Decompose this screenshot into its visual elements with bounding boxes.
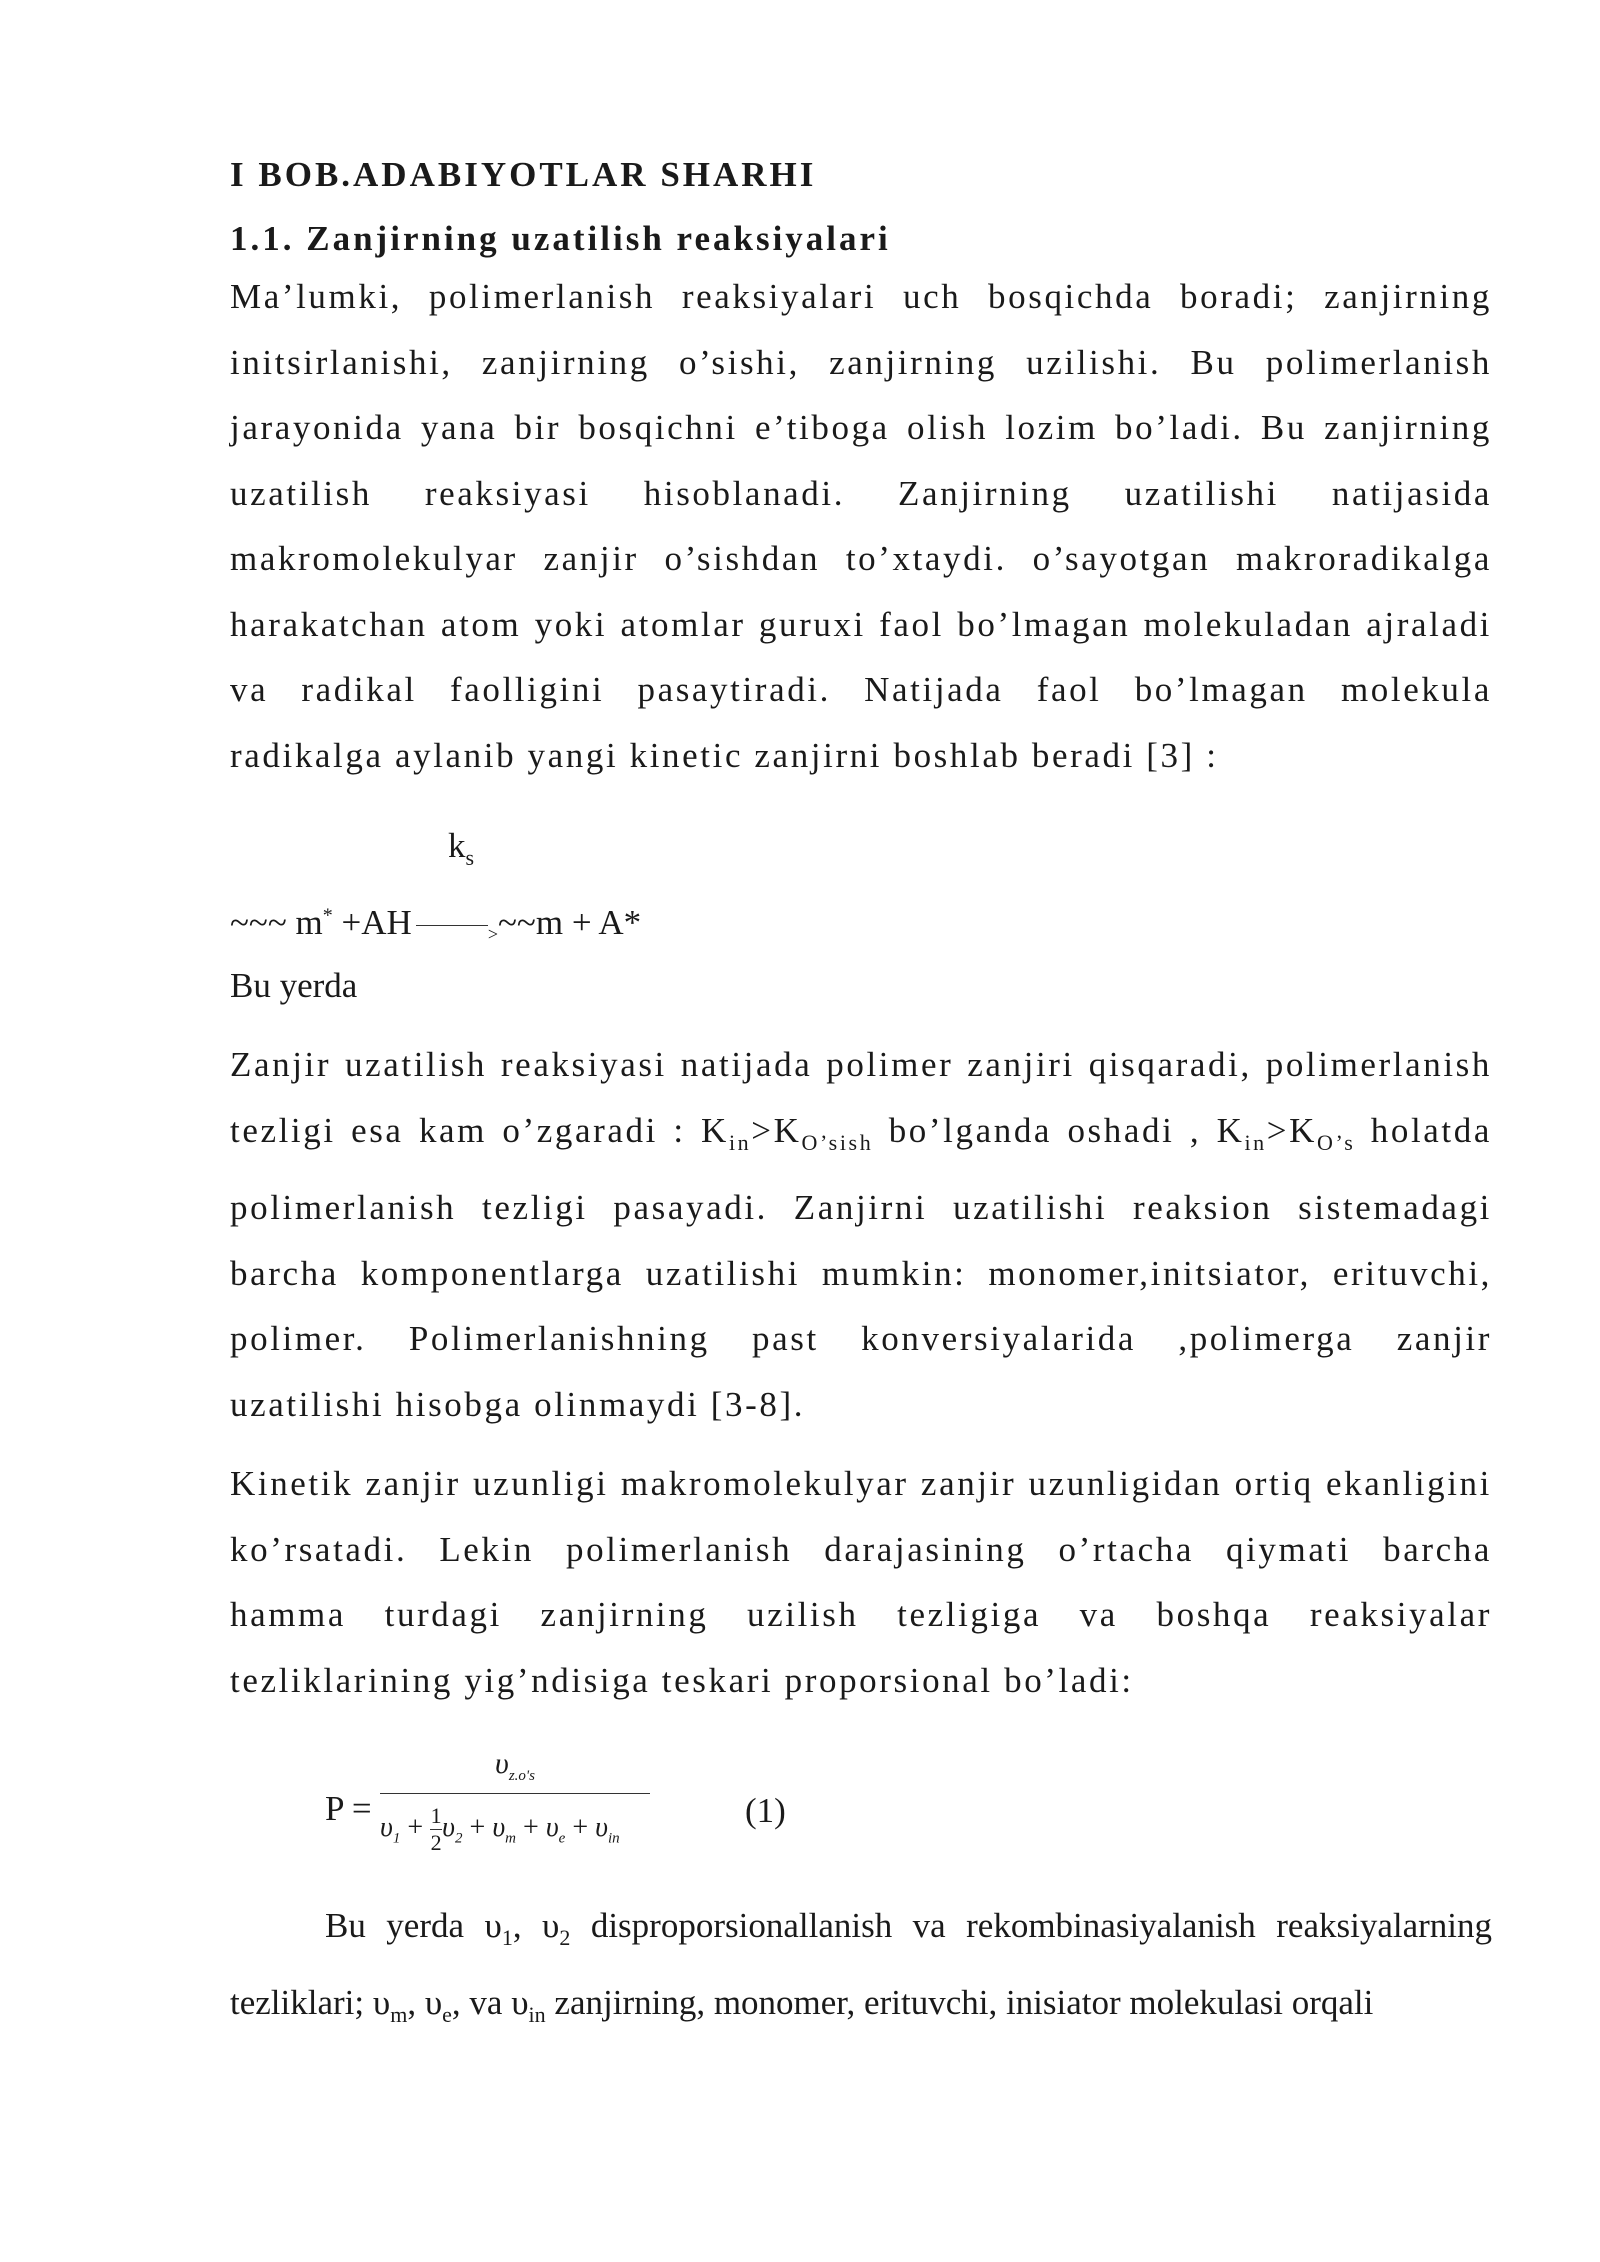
formula-1 — [230, 1723, 1492, 1893]
reaction-arrow — [416, 925, 488, 926]
arrow-head-icon: > — [487, 924, 498, 944]
rate-constant-label: $k_s$ — [448, 826, 475, 870]
equation-number: (1) — [745, 1791, 786, 1830]
formula-numerator: $\upsilon_{z.o's}$ — [495, 1747, 535, 1784]
reaction-line: ~~~ m* +AH >~~m + A* — [230, 903, 642, 944]
paragraph-kinetic: Kinetik zanjir uzunligi makromolekulyar zanjir uzunligidan ortiq ekanligini ko’rsatadi. Lekin polimerlanish darajasining o’rtacha qiymati barcha hamma turdagi zanjirning uzilish tezligiga va boshqa reaksiyalar tezliklarining yig’ndisiga teskari proporsional bo’ladi: — [230, 1464, 1492, 1700]
paragraph-intro: Ma’lumki, polimerlanish reaksiyalari uch bosqichda boradi; zanjirning initsirlanishi, zanjirning o’sishi, zanjirning uzilishi. Bu polimerlanish jarayonida yana bir bosqichni e’tiboga olish lozim bo’ladi. Bu zanjirning uzatilish reaksiyasi hisoblanadi. Zanjirning uzatilishi natijasida makromolekulyar zanjir o’sishdan to’xtaydi. o’sayotgan makroradikalga harakatchan atom yoki atomlar guruxi faol bo’lmagan molekuladan ajraladi va radikal faolligini pasaytiradi. Natijada faol bo’lmagan molekula radikalga aylanib yangi kinetic zanjirni boshlab beradi [3] : — [230, 277, 1492, 775]
chapter-title: I BOB.ADABIYOTLAR SHARHI — [230, 155, 817, 194]
section-title: 1.1. Zanjirning uzatilish reaksiyalari — [230, 219, 891, 258]
fraction-bar — [380, 1793, 650, 1794]
one-half: $\frac{1}{2}$ — [430, 1803, 442, 1855]
reaction-equation — [230, 788, 1492, 953]
page-content — [230, 150, 1492, 2047]
paragraph-transfer: Zanjir uzatilish reaksiyasi natijada polimer zanjiri qisqaradi, polimerlanish tezligi esa kam o’zgaradi : $K_{in}>K_{O’sish}$ bo’lganda oshadi , $K_{in}>K_{O’s}$ holatda polimerlanish tezligi pasayadi. Zanjirni uzatilishi reaksion sistemadagi barcha komponentlarga uzatilishi mumkin: monomer,initsiator, erituvchi, polimer. Polimerlanishning past konversiyalarida ,polimerga zanjir uzatilishi hisobga olinmaydi [3-8]. — [230, 1045, 1492, 1424]
formula-lhs: P = — [325, 1789, 372, 1828]
formula-denominator: $\upsilon_1 + \frac{1}{2}\upsilon_2 + \upsilon_m + \upsilon_e + \upsilon_{in}$ — [380, 1803, 620, 1855]
bu-yerda-label: Bu yerda — [230, 966, 358, 1005]
paragraph-rates: Bu yerda $\upsilon_1$, $\upsilon_2$ disproporsionallanish va rekombinasiyalanish reaksiyalarning tezliklari; $\upsilon_m$, $\upsilon_e$, va $\upsilon_{in}$ zanjirning, monomer, erituvchi, inisiator molekulasi orqali — [230, 1906, 1493, 2027]
